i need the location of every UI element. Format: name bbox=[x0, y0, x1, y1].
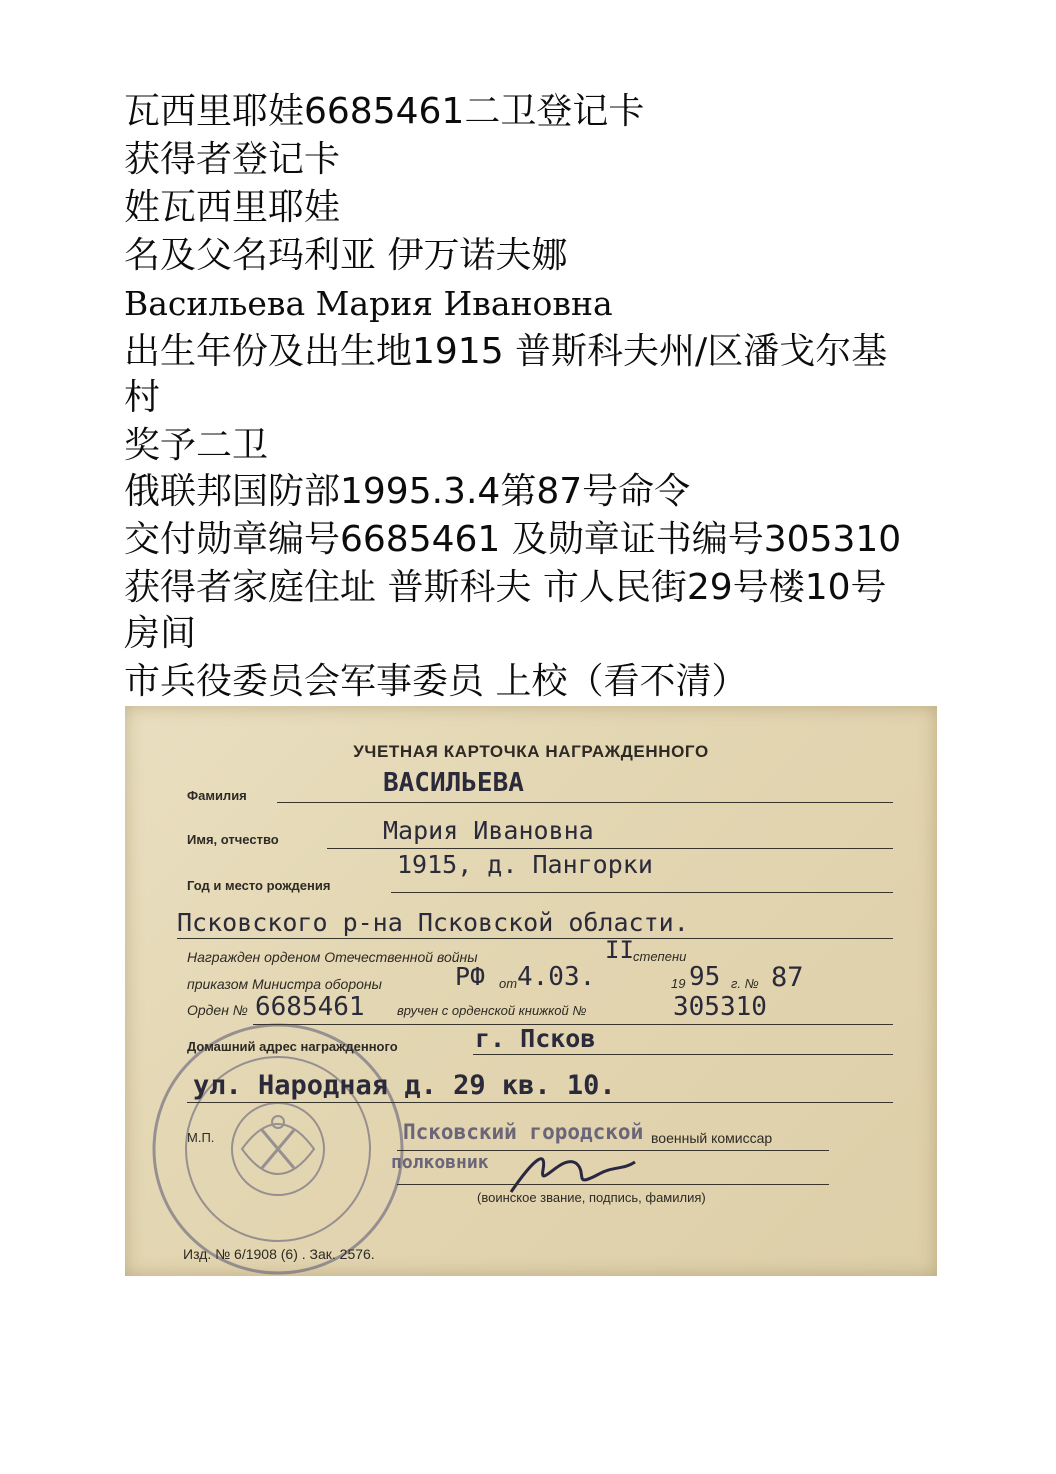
translation-line: 交付勋章编号6685461 及勋章证书编号305310 bbox=[124, 519, 902, 560]
translation-line: 市兵役委员会军事委员 上校（看不清） bbox=[124, 661, 748, 702]
translation-line: 房间 bbox=[124, 613, 197, 654]
rank-value: полковник bbox=[391, 1152, 489, 1173]
translation-line: 获得者家庭住址 普斯科夫 市人民街29号楼10号 bbox=[124, 567, 887, 608]
translation-line: 村 bbox=[124, 377, 161, 418]
birth-value: 1915, д. Пангорки bbox=[397, 850, 653, 879]
name-value: Мария Ивановна bbox=[383, 816, 594, 845]
birth-value-2: Псковского р-на Псковской области. bbox=[177, 908, 689, 937]
order-number: 87 bbox=[771, 962, 804, 993]
degree-value: II bbox=[605, 936, 634, 964]
translation-line-russian: Васильева Мария Ивановна bbox=[124, 284, 613, 323]
degree-label: степени bbox=[633, 949, 687, 964]
medal-number: 6685461 bbox=[255, 992, 365, 1022]
official-seal-icon bbox=[147, 1018, 409, 1276]
name-label: Имя, отчество bbox=[187, 832, 279, 847]
surname-line bbox=[277, 802, 893, 803]
address-label: Домашний адрес награжденного bbox=[187, 1039, 398, 1054]
translation-line: 瓦西里耶娃6685461二卫登记卡 bbox=[124, 91, 645, 132]
medal-label: Орден № bbox=[187, 1002, 248, 1018]
translation-line: 姓瓦西里耶娃 bbox=[124, 187, 341, 228]
birth-line bbox=[391, 892, 893, 893]
name-line bbox=[327, 848, 893, 849]
address-value: г. Псков bbox=[475, 1024, 596, 1053]
birth-line-2 bbox=[177, 938, 893, 939]
from-label: от bbox=[499, 976, 518, 991]
order-label: приказом Министра обороны bbox=[187, 976, 382, 992]
handed-label: вручен с орденской книжкой № bbox=[397, 1003, 587, 1018]
translation-line: 名及父名玛利亚 伊万诺夫娜 bbox=[124, 235, 568, 276]
stamp-text: Псковский городской bbox=[403, 1120, 644, 1144]
print-info: Изд. № 6/1908 (6) . Зак. 2576. bbox=[183, 1246, 375, 1262]
awarded-label: Награжден орденом Отечественной войны bbox=[187, 949, 478, 965]
rank-line bbox=[397, 1184, 829, 1185]
address-line-2 bbox=[187, 1102, 893, 1103]
award-registration-card bbox=[125, 706, 937, 1276]
translation-line: 获得者登记卡 bbox=[124, 139, 341, 180]
surname-label: Фамилия bbox=[187, 788, 247, 803]
ministry-value: РФ bbox=[455, 962, 486, 991]
book-number: 305310 bbox=[673, 992, 767, 1022]
mp-label: М.П. bbox=[187, 1130, 215, 1145]
card-title: УЧЕТНАЯ КАРТОЧКА НАГРАЖДЕННОГО bbox=[353, 742, 709, 761]
commissar-label: военный комиссар bbox=[651, 1130, 773, 1146]
address-value-2: ул. Народная д. 29 кв. 10. bbox=[193, 1070, 616, 1101]
year-suffix-label: г. № bbox=[731, 976, 759, 991]
translation-line: 出生年份及出生地1915 普斯科夫州/区潘戈尔基 bbox=[124, 331, 888, 372]
surname-value: ВАСИЛЬЕВА bbox=[383, 768, 524, 798]
translation-line: 俄联邦国防部1995.3.4第87号命令 bbox=[124, 471, 691, 512]
translation-line: 奖予二卫 bbox=[124, 425, 269, 466]
address-line bbox=[473, 1054, 893, 1055]
rank-note: (воинское звание, подпись, фамилия) bbox=[477, 1190, 706, 1205]
year-prefix: 19 bbox=[671, 976, 686, 991]
birth-label: Год и место рождения bbox=[187, 878, 331, 893]
date-value: 4.03. bbox=[517, 962, 596, 992]
year-value: 95 bbox=[689, 962, 721, 992]
